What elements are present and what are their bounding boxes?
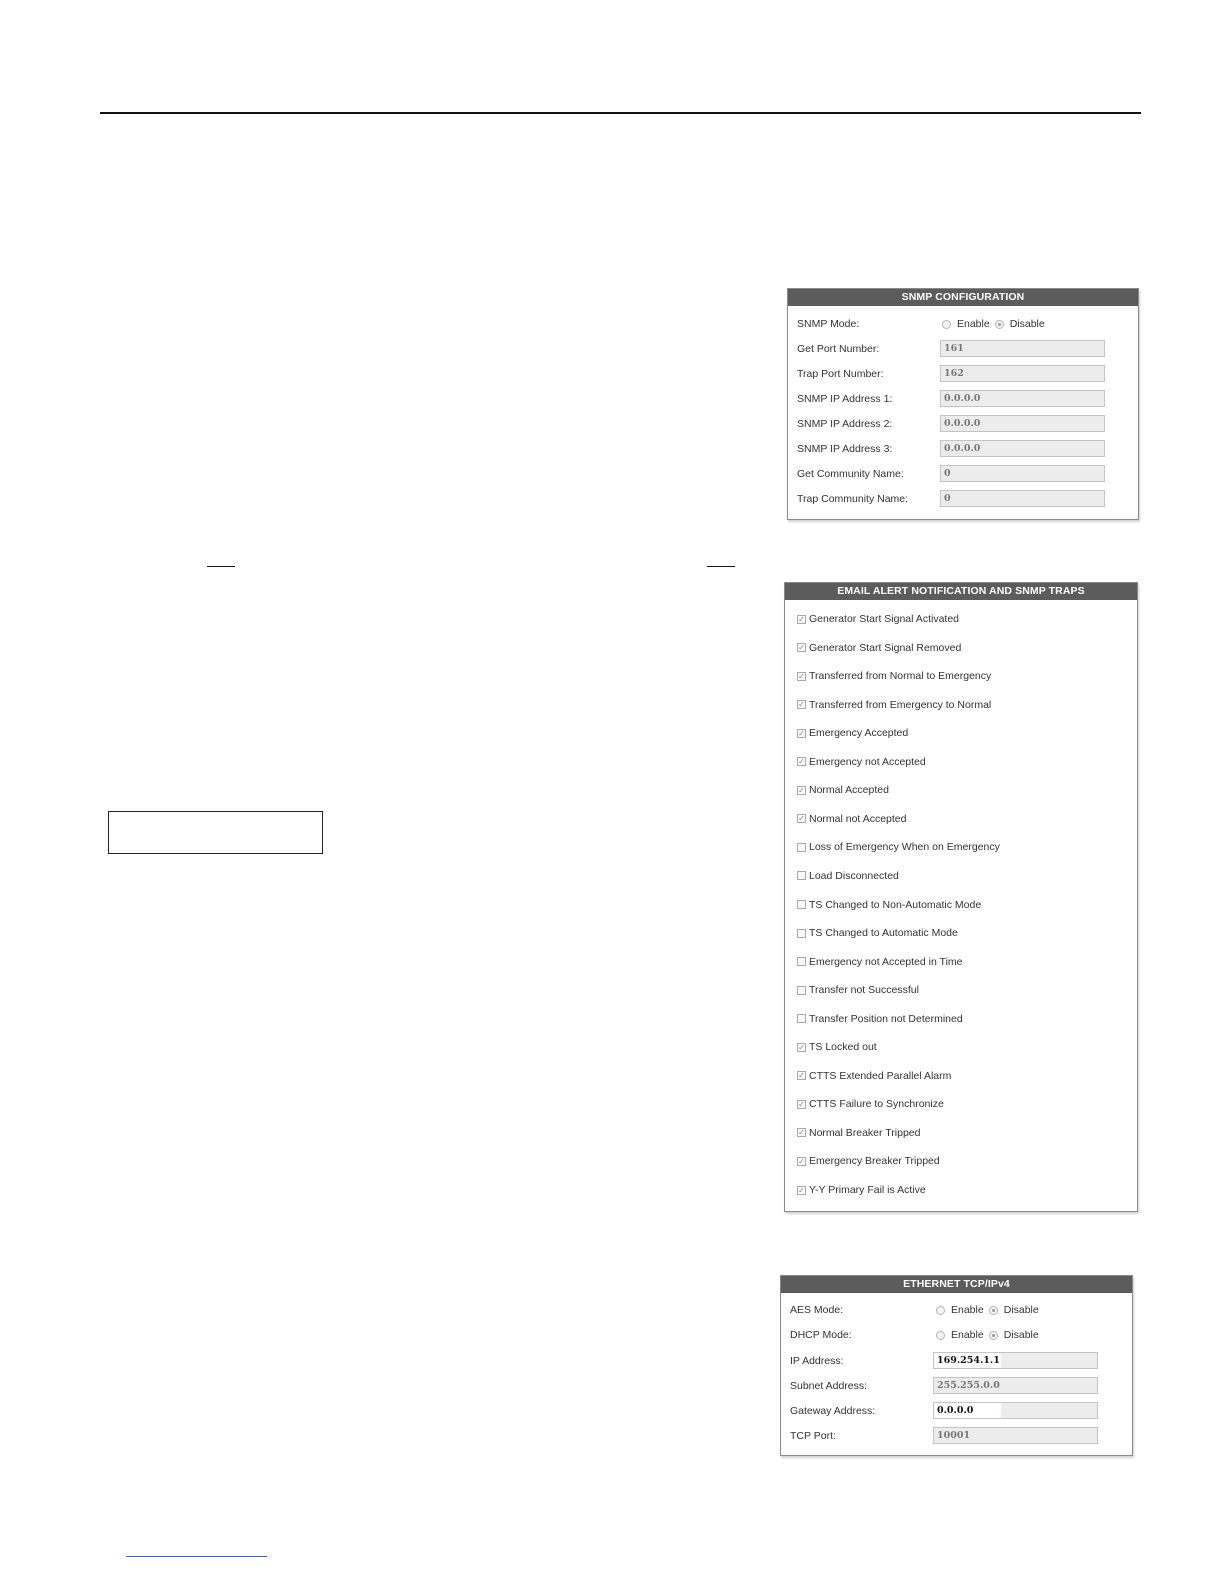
snmp-ip-1-input[interactable]: 0.0.0.0 — [940, 390, 1105, 407]
unchecked-checkbox-icon[interactable] — [797, 986, 806, 995]
trap-community-input[interactable]: 0 — [940, 490, 1105, 507]
alert-checkbox-label: Normal Breaker Tripped — [809, 1126, 921, 1139]
snmp-ip-3-input[interactable]: 0.0.0.0 — [940, 440, 1105, 457]
alert-checkbox-row[interactable] — [797, 925, 958, 941]
snmp-field-row — [797, 415, 1130, 433]
unchecked-checkbox-icon[interactable] — [797, 871, 806, 880]
alert-checkbox-label: Transferred from Normal to Emergency — [809, 670, 992, 683]
alert-checkbox-row[interactable] — [797, 1182, 926, 1198]
alert-checkbox-row[interactable] — [797, 1011, 963, 1027]
checked-checkbox-icon[interactable]: ✓ — [798, 785, 805, 795]
alert-checkbox-label: Transferred from Emergency to Normal — [809, 698, 992, 711]
snmp-mode-row — [797, 315, 1130, 333]
checked-checkbox-icon[interactable]: ✓ — [798, 814, 805, 824]
checked-checkbox-icon[interactable]: ✓ — [798, 1042, 805, 1052]
alert-checkbox-label: Load Disconnected — [809, 869, 899, 882]
snmp-disable-radio[interactable] — [995, 320, 1004, 329]
alert-checkbox-label: Transfer Position not Determined — [809, 1012, 963, 1025]
gateway-address-input[interactable]: 0.0.0.0 — [933, 1402, 1098, 1419]
alert-checkbox-label: TS Changed to Non-Automatic Mode — [809, 898, 982, 911]
aes-mode-row — [790, 1301, 1124, 1319]
checked-checkbox-icon[interactable]: ✓ — [798, 643, 805, 653]
tcp-port-input[interactable]: 10001 — [933, 1427, 1098, 1444]
alert-checkbox-row[interactable] — [797, 839, 1000, 855]
email-panel-title: EMAIL ALERT NOTIFICATION AND SNMP TRAPS — [785, 583, 1137, 600]
trap-port-label: Trap Port Number: — [797, 368, 884, 380]
unchecked-checkbox-icon[interactable] — [797, 929, 806, 938]
tcp-port-row — [790, 1427, 1124, 1445]
ip-address-input[interactable]: 169.254.1.1 — [933, 1352, 1098, 1369]
unchecked-checkbox-icon[interactable] — [797, 900, 806, 909]
snmp-mode-label: SNMP Mode: — [797, 318, 860, 330]
alert-checkbox-row[interactable] — [797, 1125, 920, 1141]
alert-checkbox-label: Normal not Accepted — [809, 812, 907, 825]
checked-checkbox-icon[interactable]: ✓ — [798, 728, 805, 738]
alert-checkbox-label: Loss of Emergency When on Emergency — [809, 841, 1000, 854]
alert-checkbox-label: Emergency Breaker Tripped — [809, 1155, 940, 1168]
alert-checkbox-row[interactable] — [797, 868, 899, 884]
alert-checkbox-row[interactable] — [797, 954, 963, 970]
subnet-address-row — [790, 1377, 1124, 1395]
alert-checkbox-row[interactable] — [797, 982, 919, 998]
alert-checkbox-row[interactable] — [797, 754, 926, 770]
snmp-field-row — [797, 465, 1130, 483]
ethernet-panel — [780, 1275, 1133, 1456]
snmp-configuration-panel — [787, 288, 1139, 520]
aes-enable-radio[interactable] — [936, 1306, 945, 1315]
unchecked-checkbox-icon[interactable] — [797, 843, 806, 852]
checked-checkbox-icon[interactable]: ✓ — [798, 1128, 805, 1138]
snmp-ip-1-label: SNMP IP Address 1: — [797, 393, 893, 405]
checked-checkbox-icon[interactable]: ✓ — [798, 1071, 805, 1081]
alert-checkbox-label: Emergency Accepted — [809, 727, 909, 740]
email-alert-panel — [784, 582, 1138, 1212]
alert-checkbox-label: Normal Accepted — [809, 784, 889, 797]
get-community-label: Get Community Name: — [797, 468, 904, 480]
aes-enable-label: Enable — [951, 1304, 984, 1316]
unchecked-checkbox-icon[interactable] — [797, 1014, 806, 1023]
tcp-port-label: TCP Port: — [790, 1430, 836, 1442]
alert-checkbox-row[interactable] — [797, 1153, 940, 1169]
dhcp-enable-label: Enable — [951, 1329, 984, 1341]
footer-link-underline[interactable] — [126, 1556, 267, 1557]
dhcp-disable-label: Disable — [1003, 1329, 1039, 1341]
gateway-address-label: Gateway Address: — [790, 1405, 876, 1417]
alert-checkbox-label: Y-Y Primary Fail is Active — [809, 1184, 926, 1196]
trap-community-label: Trap Community Name: — [797, 493, 909, 505]
alert-checkbox-label: CTTS Failure to Synchronize — [809, 1098, 944, 1111]
dhcp-mode-row — [790, 1326, 1124, 1344]
alert-checkbox-row[interactable] — [797, 1068, 951, 1084]
text-underline-1 — [207, 566, 235, 567]
gateway-address-row — [790, 1402, 1124, 1420]
checked-checkbox-icon[interactable]: ✓ — [798, 1099, 805, 1109]
snmp-panel-title: SNMP CONFIGURATION — [788, 289, 1138, 306]
alert-checkbox-row[interactable] — [797, 1039, 877, 1055]
trap-port-input[interactable]: 162 — [940, 365, 1105, 382]
dhcp-mode-label: DHCP Mode: — [790, 1329, 852, 1341]
snmp-enable-label: Enable — [957, 318, 990, 330]
get-community-input[interactable]: 0 — [940, 465, 1105, 482]
note-box — [108, 811, 323, 854]
alert-checkbox-row[interactable] — [797, 782, 889, 798]
alert-checkbox-label: Generator Start Signal Removed — [809, 641, 962, 654]
subnet-address-label: Subnet Address: — [790, 1380, 868, 1392]
checked-checkbox-icon[interactable]: ✓ — [798, 757, 805, 767]
snmp-field-row — [797, 365, 1130, 383]
checked-checkbox-icon[interactable]: ✓ — [798, 1156, 805, 1166]
snmp-field-row — [797, 390, 1130, 408]
dhcp-disable-radio[interactable] — [989, 1331, 998, 1340]
aes-disable-radio[interactable] — [989, 1306, 998, 1315]
alert-checkbox-row[interactable] — [797, 1096, 944, 1112]
get-port-label: Get Port Number: — [797, 343, 880, 355]
alert-checkbox-label: Emergency not Accepted — [809, 755, 926, 768]
snmp-ip-2-input[interactable]: 0.0.0.0 — [940, 415, 1105, 432]
alert-checkbox-label: Transfer not Successful — [809, 984, 919, 997]
aes-disable-label: Disable — [1003, 1304, 1039, 1316]
snmp-ip-3-label: SNMP IP Address 3: — [797, 443, 893, 455]
alert-checkbox-label: CTTS Extended Parallel Alarm — [809, 1069, 952, 1082]
checked-checkbox-icon[interactable]: ✓ — [798, 671, 805, 681]
alert-checkbox-row[interactable] — [797, 811, 906, 827]
alert-checkbox-label: TS Locked out — [809, 1041, 877, 1054]
snmp-field-row — [797, 440, 1130, 458]
get-port-input[interactable]: 161 — [940, 340, 1105, 357]
subnet-address-input[interactable]: 255.255.0.0 — [933, 1377, 1098, 1394]
snmp-enable-radio[interactable] — [942, 320, 951, 329]
aes-mode-label: AES Mode: — [790, 1304, 844, 1316]
snmp-field-row — [797, 490, 1130, 508]
checked-checkbox-icon[interactable]: ✓ — [798, 614, 805, 624]
header-rule — [100, 112, 1141, 114]
unchecked-checkbox-icon[interactable] — [797, 957, 806, 966]
alert-checkbox-row[interactable] — [797, 668, 991, 684]
snmp-disable-label: Disable — [1009, 318, 1045, 330]
snmp-ip-2-label: SNMP IP Address 2: — [797, 418, 893, 430]
alert-checkbox-label: Generator Start Signal Activated — [809, 613, 959, 625]
dhcp-enable-radio[interactable] — [936, 1331, 945, 1340]
alert-checkbox-row[interactable] — [797, 725, 908, 741]
ip-address-label: IP Address: — [790, 1355, 844, 1367]
alert-checkbox-label: TS Changed to Automatic Mode — [809, 927, 958, 940]
text-underline-2 — [707, 566, 735, 567]
ip-address-row — [790, 1352, 1124, 1370]
alert-checkbox-row[interactable] — [797, 640, 961, 656]
alert-checkbox-row[interactable] — [797, 611, 959, 627]
alert-checkbox-row[interactable] — [797, 897, 981, 913]
ethernet-panel-title: ETHERNET TCP/IPv4 — [781, 1276, 1132, 1293]
snmp-field-row — [797, 340, 1130, 358]
checked-checkbox-icon[interactable]: ✓ — [798, 700, 805, 710]
alert-checkbox-row[interactable] — [797, 697, 991, 713]
alert-checkbox-label: Emergency not Accepted in Time — [809, 955, 963, 968]
checked-checkbox-icon[interactable]: ✓ — [798, 1185, 805, 1195]
